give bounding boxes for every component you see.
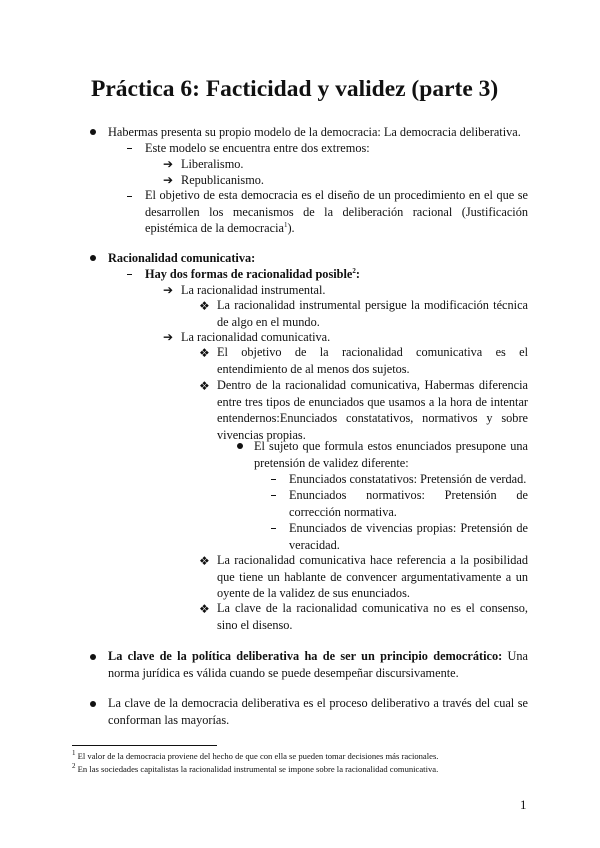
- bullet-icon: [90, 701, 96, 707]
- deliberative-process-text: La clave de la democracia deliberativa es el proceso deliberativo a través del cual se conforman las mayorías.: [108, 696, 528, 727]
- dash-icon: [127, 196, 132, 197]
- claim-normative: Enunciados normativos: Pretensión de corrección normativa.: [289, 488, 528, 519]
- democratic-principle-bold: La clave de la política deliberativa ha de ser un principio democrático:: [108, 649, 503, 663]
- bullet-icon: [90, 129, 96, 135]
- dash-icon: [271, 479, 276, 480]
- section-heading-communicative: Racionalidad comunicativa:: [108, 251, 256, 265]
- footnote-1-text: El valor de la democracia proviene del hecho de que con ella se pueden tomar decisiones más racionales.: [75, 751, 439, 761]
- diamond-bullet-icon: ❖: [199, 602, 210, 616]
- claim-expressive: Enunciados de vivencias propias: Pretensión de veracidad.: [289, 521, 528, 552]
- democratic-principle-text: [108, 648, 528, 681]
- dash-icon: [271, 528, 276, 529]
- diamond-bullet-icon: ❖: [199, 299, 210, 313]
- extreme-liberalism: Liberalismo.: [181, 157, 244, 171]
- objective-body: El objetivo de esta democracia es el diseño de un procedimiento en el que se desarrollen los mecanismos de la deliberación racional (Justificación epistémica de la democracia: [145, 188, 528, 235]
- forms-end: :: [355, 267, 360, 281]
- arrow-icon: ➔: [163, 330, 174, 344]
- intro-text: Habermas presenta su propio modelo de la democracia: La democracia deliberativa.: [108, 125, 521, 139]
- forms-text: Hay dos formas de racionalidad posible: [145, 267, 353, 281]
- page-title: Práctica 6: Facticidad y validez (parte 3): [91, 76, 499, 102]
- footnote-separator: [72, 745, 217, 746]
- diamond-bullet-icon: ❖: [199, 554, 210, 568]
- dash-icon: [127, 274, 132, 275]
- instrumental-label: La racionalidad instrumental.: [181, 283, 326, 297]
- footnote-1-number: 1: [72, 749, 76, 758]
- footnote-2-text: En las sociedades capitalistas la racionalidad instrumental se impone sobre la racionalidad comunicativa.: [75, 764, 439, 774]
- extreme-republicanism: Republicanismo.: [181, 173, 264, 187]
- forms-heading: [145, 266, 360, 282]
- claim-constative: Enunciados constatativos: Pretensión de verdad.: [289, 472, 527, 486]
- validity-claims-lead: El sujeto que formula estos enunciados presupone una pretensión de validez diferente:: [254, 439, 528, 470]
- bullet-icon: [237, 443, 243, 449]
- communicative-label: La racionalidad comunicativa.: [181, 330, 331, 344]
- diamond-bullet-icon: ❖: [199, 346, 210, 360]
- democratic-principle-rest: Una norma jurídica es válida cuando se puede desempeñar discursivamente.: [108, 649, 528, 680]
- communicative-point-2: Dentro de la racionalidad comunicativa, Habermas diferencia entre tres tipos de enunciados que usamos a la hora de intentar entendernos:Enunciados constatativos, normativos y sobre vivencias propias.: [217, 378, 528, 442]
- diamond-bullet-icon: ❖: [199, 379, 210, 393]
- objective-text: [145, 187, 528, 237]
- dash-icon: [127, 148, 132, 149]
- page-number: 1: [520, 797, 527, 812]
- footnote-2-number: 2: [72, 762, 76, 771]
- instrumental-desc: La racionalidad instrumental persigue la modificación técnica de algo en el mundo.: [217, 298, 528, 329]
- models-lead: Este modelo se encuentra entre dos extremos:: [145, 141, 370, 155]
- footnote-ref-2: 2: [352, 266, 356, 275]
- bullet-icon: [90, 654, 96, 660]
- dash-icon: [271, 495, 276, 496]
- communicative-point-3: La racionalidad comunicativa hace referencia a la posibilidad que tiene un hablante de convencer argumentativamente a un oyente de la validez de sus enunciados.: [217, 553, 528, 600]
- footnote-2: [72, 764, 438, 775]
- arrow-icon: ➔: [163, 157, 174, 171]
- communicative-point-1: El objetivo de la racionalidad comunicativa es el entendimiento de al menos dos sujetos.: [217, 345, 528, 376]
- objective-end: ).: [287, 221, 295, 235]
- footnote-1: [72, 751, 438, 762]
- bullet-icon: [90, 255, 96, 261]
- arrow-icon: ➔: [163, 283, 174, 297]
- arrow-icon: ➔: [163, 173, 174, 187]
- footnote-ref-1: 1: [283, 220, 288, 229]
- communicative-point-4: La clave de la racionalidad comunicativa no es el consenso, sino el disenso.: [217, 601, 528, 632]
